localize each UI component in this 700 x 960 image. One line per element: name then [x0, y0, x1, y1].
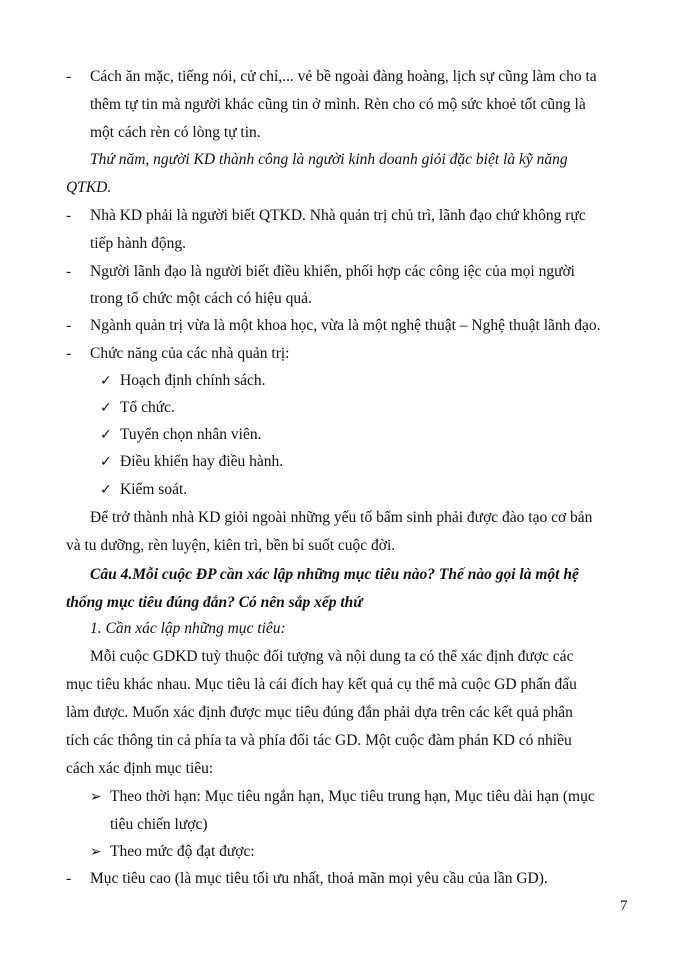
- text-line: cách xác định mục tiêu:: [66, 760, 214, 777]
- text-line: Người lãnh đạo là người biết điều khiển, phối hợp các công iệc của mọi người: [90, 263, 575, 280]
- page-number: 7: [620, 898, 628, 914]
- arrow-bullet-icon: ➢: [90, 789, 102, 805]
- check-icon: ✓: [100, 400, 112, 416]
- list-item: Kiểm soát.: [120, 481, 188, 498]
- text-line: thêm tự tin mà người khác cũng tin ở mình. Rèn cho có mộ sức khoẻ tốt cũng là: [90, 96, 586, 113]
- text-line: trong tổ chức một cách có hiệu quả.: [90, 290, 312, 307]
- text-line: Chức năng của các nhà quản trị:: [90, 345, 290, 362]
- text-line: làm được. Muốn xác định được mục tiêu đúng đắn phải dựa trên các kết quả phân: [66, 704, 573, 721]
- bullet-dash: -: [66, 68, 72, 85]
- text-line: tiếp hành động.: [90, 235, 186, 252]
- question-heading: Câu 4.Mỗi cuộc ĐP cần xác lập những mục tiêu nào? Thế nào gọi là một hệ: [90, 566, 579, 583]
- question-heading: thống mục tiêu đúng đắn? Có nên sắp xếp thứ: [66, 594, 363, 611]
- list-item: Theo thời hạn: Mục tiêu ngắn hạn, Mục tiêu trung hạn, Mục tiêu dài hạn (mục: [110, 788, 595, 805]
- text-line: một cách rèn có lòng tự tin.: [90, 124, 261, 141]
- bullet-dash: -: [66, 345, 72, 362]
- bullet-dash: -: [66, 207, 72, 224]
- bullet-dash: -: [66, 263, 72, 280]
- list-item: Theo mức độ đạt được:: [110, 843, 255, 860]
- italic-text-line: Thứ năm, người KD thành công là người kinh doanh giỏi đặc biệt là kỹ năng: [90, 151, 568, 168]
- text-line: tích các thông tin cả phía ta và phía đối tác GD. Một cuộc đàm phán KD có nhiều: [66, 732, 572, 749]
- list-item: Tổ chức.: [120, 399, 175, 416]
- subheading: 1. Cần xác lập những mục tiêu:: [90, 620, 286, 637]
- text-line: Ngành quản trị vừa là một khoa học, vừa là một nghệ thuật – Nghệ thuật lãnh đạo.: [90, 317, 601, 334]
- text-line: mục tiêu khác nhau. Mục tiêu là cái đích hay kết quả cụ thể mà cuộc GD phấn đấu: [66, 676, 577, 693]
- arrow-bullet-icon: ➢: [90, 844, 102, 860]
- text-line: Để trở thành nhà KD giỏi ngoài những yếu tố bẩm sinh phải được đào tạo cơ bản: [90, 509, 593, 526]
- list-item: tiêu chiến lược): [110, 816, 208, 833]
- text-line: Nhà KD phải là người biết QTKD. Nhà quản trị chủ trì, lãnh đạo chứ không rực: [90, 207, 586, 224]
- text-line: và tu dưỡng, rèn luyện, kiên trì, bền bỉ suốt cuộc đời.: [66, 537, 396, 554]
- text-line: Mỗi cuộc GDKD tuỳ thuộc đối tượng và nội dung ta có thể xác định được các: [90, 648, 574, 665]
- bullet-dash: -: [66, 317, 72, 334]
- check-icon: ✓: [100, 482, 112, 498]
- italic-text-line: QTKD.: [66, 179, 112, 196]
- bullet-dash: -: [66, 870, 72, 887]
- check-icon: ✓: [100, 373, 112, 389]
- list-item: Điều khiển hay điều hành.: [120, 453, 284, 470]
- list-item: Hoạch định chính sách.: [120, 372, 266, 389]
- check-icon: ✓: [100, 427, 112, 443]
- text-line: Mục tiêu cao (là mục tiêu tối ưu nhất, thoả mãn mọi yêu cầu của lần GD).: [90, 870, 548, 887]
- list-item: Tuyển chọn nhân viên.: [120, 426, 262, 443]
- text-line: Cách ăn mặc, tiếng nói, cử chỉ,... vẻ bề ngoài đàng hoàng, lịch sự cũng làm cho ta: [90, 68, 597, 85]
- check-icon: ✓: [100, 454, 112, 470]
